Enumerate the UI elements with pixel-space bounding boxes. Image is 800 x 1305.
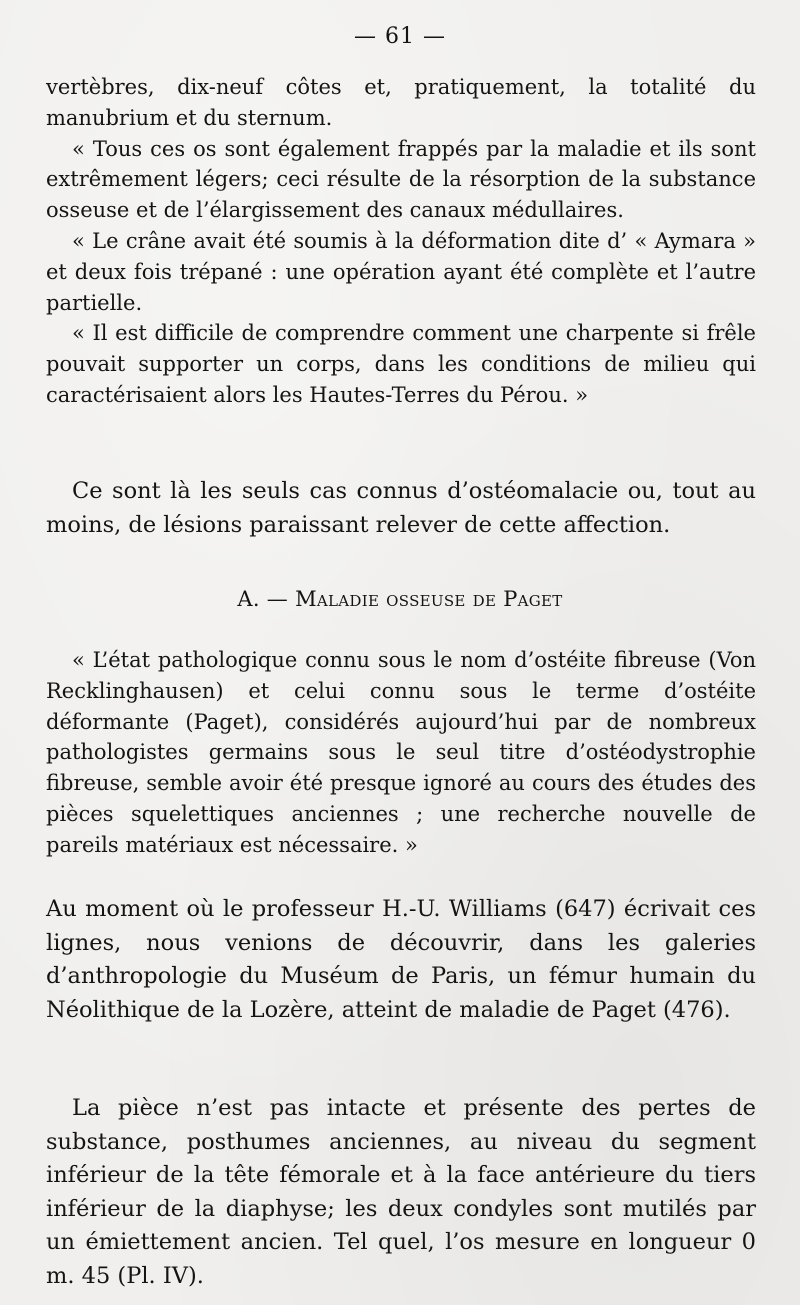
section-prefix: A. — — [237, 587, 296, 611]
paragraph: vertèbres, dix-neuf côtes et, pratiquement, la totalité du manubrium et du sternum. — [46, 75, 756, 130]
quoted-text-block — [46, 72, 756, 411]
paget-discovery-block — [46, 893, 756, 1027]
paragraph: La pièce n’est pas intacte et présente des pertes de substance, posthumes anciennes, au niveau du segment inférieur de la tête fémorale et à la face antérieure du tiers inférieur de la diaphyse; les deux condyles sont mutilés par un émiettement ancien. Tel quel, l’os mesure en longueur 0 m. 45 (Pl. IV). — [46, 1095, 756, 1289]
paragraph: « Tous ces os sont également frappés par la maladie et ils sont extrêmement légers; ceci résulte de la résorption de la substance osseuse et de l’élargissement des canaux médullaires. — [46, 136, 756, 223]
paragraph: « Le crâne avait été soumis à la déformation dite d’ « Aymara » et deux fois trépané : une opération ayant été complète et l’autre partielle. — [46, 228, 756, 315]
paragraph: Au moment où le professeur H.-U. Williams (647) écrivait ces lignes, nous venions de découvrir, dans les galeries d’anthropologie du Muséum de Paris, un fémur humain du Néolithique de la Lozère, atteint de maladie de Paget (476). — [46, 896, 756, 1023]
williams-quote-block — [46, 645, 756, 861]
osteomalacia-conclusion — [46, 475, 756, 542]
paragraph: Ce sont là les seuls cas connus d’ostéomalacie ou, tout au moins, de lésions paraissant relever de cette affection. — [46, 478, 756, 538]
paragraph: « L’état pathologique connu sous le nom d’ostéite fibreuse (Von Recklinghausen) et celui connu sous le terme d’ostéite déformante (Paget), considérés aujourd’hui par de nombreux pathologistes germains sous le seul titre d’ostéodystrophie fibreuse, semble avoir été presque ignoré au cours des études des pièces squelettiques anciennes ; une recherche nouvelle de pareils matériaux est nécessaire. » — [46, 648, 756, 857]
paragraph: « Il est difficile de comprendre comment une charpente si frêle pouvait supporter un corps, dans les conditions de milieu qui caractérisaient alors les Hautes-Terres du Pérou. » — [46, 321, 756, 407]
femur-description-block — [46, 1092, 756, 1293]
section-title: Maladie osseuse de Paget — [295, 587, 563, 611]
page-number: — 61 — — [354, 24, 446, 49]
section-heading — [0, 584, 800, 614]
